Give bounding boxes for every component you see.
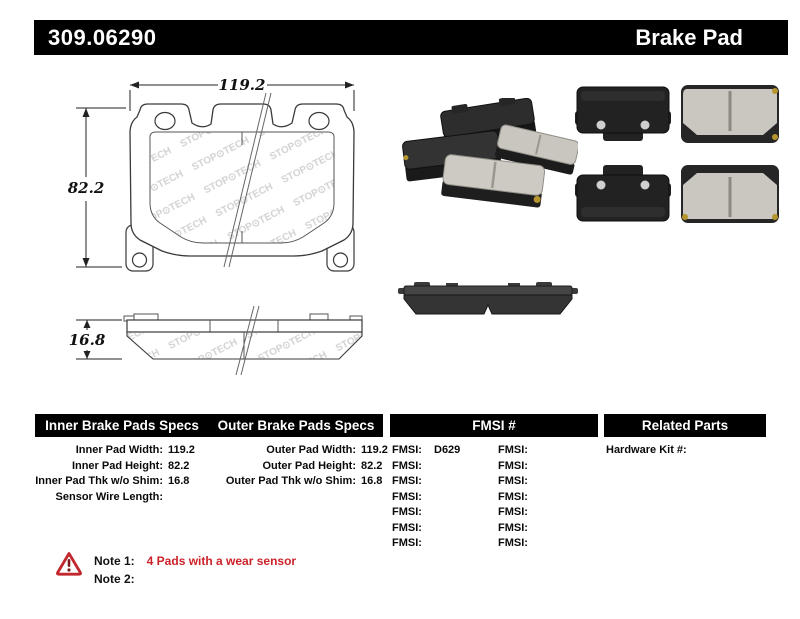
fmsi-label: FMSI: — [498, 475, 528, 487]
arrow-up-icon — [83, 108, 90, 117]
tab-hole-right — [334, 253, 348, 267]
note-2 — [94, 572, 147, 586]
outer-specs-title: Outer Brake Pads Specs — [217, 418, 375, 433]
arrow-right-icon — [345, 82, 354, 89]
related-parts-header-bar — [604, 414, 766, 437]
spec-value: 119.2 — [168, 444, 195, 456]
spec-label: Outer Pad Width: — [266, 444, 356, 456]
fmsi-row — [392, 521, 460, 537]
part-number: 309.06290 — [48, 24, 157, 50]
product-type-title: Brake Pad — [635, 24, 743, 50]
fmsi-label: FMSI: — [392, 444, 422, 456]
fmsi-label: FMSI: — [392, 459, 422, 472]
fmsi-label: FMSI: — [392, 506, 422, 518]
fmsi-row — [392, 459, 460, 475]
thickness-dimension-label: 16.8 — [68, 331, 106, 349]
spec-label: Outer Pad Thk w/o Shim: — [225, 475, 356, 487]
related-parts-title: Related Parts — [641, 418, 729, 433]
fmsi-row — [498, 536, 540, 552]
fmsi-label: FMSI: — [498, 490, 528, 503]
spec-row — [216, 459, 388, 475]
height-dimension-label: 82.2 — [67, 179, 105, 197]
side-view-drawing — [60, 300, 390, 380]
fmsi-label: FMSI: — [498, 537, 528, 549]
note-2-label: Note 2: — [94, 572, 135, 586]
fmsi-row — [498, 505, 540, 521]
spec-value: 119.2 — [361, 444, 388, 456]
fmsi-label: FMSI: — [392, 475, 422, 487]
spec-value: 82.2 — [361, 459, 383, 472]
arrow-down-icon — [83, 258, 90, 267]
inner-specs-title: Inner Brake Pads Specs — [45, 418, 199, 433]
spec-value: 16.8 — [361, 475, 383, 487]
fmsi-label: FMSI: — [392, 490, 422, 503]
fmsi-header-bar — [390, 414, 598, 437]
ear-hole-right — [309, 113, 329, 130]
fmsi-row — [498, 459, 540, 475]
fmsi-row — [498, 521, 540, 537]
outer-specs-table — [216, 443, 388, 490]
photo-pad-grid — [573, 83, 783, 238]
photo-pad-edge-view — [388, 278, 588, 323]
spec-row — [216, 474, 388, 490]
photo-grid-pad-back-bottom — [575, 165, 671, 221]
fmsi-row — [498, 474, 540, 490]
fmsi-label: FMSI: — [498, 444, 528, 456]
tab-hole-left — [133, 253, 147, 267]
spec-row — [35, 443, 195, 459]
photo-grid-pad-friction-top — [681, 85, 779, 143]
fmsi-row — [498, 490, 540, 506]
spec-label: Inner Pad Width: — [75, 444, 163, 456]
fmsi-row — [392, 505, 460, 521]
spec-value: 16.8 — [168, 475, 190, 487]
related-parts-table — [606, 443, 692, 459]
ear-hole-left — [155, 113, 175, 130]
spec-label: Inner Pad Height: — [71, 459, 163, 472]
fmsi-label: FMSI: — [498, 521, 528, 534]
spec-label: Inner Pad Thk w/o Shim: — [35, 475, 163, 487]
photo-edge-pad — [398, 282, 578, 314]
specs-header-bar — [35, 414, 383, 437]
spec-label: Sensor Wire Length: — [55, 490, 163, 503]
fmsi-label: FMSI: — [392, 521, 422, 534]
fmsi-label: FMSI: — [498, 459, 528, 472]
photo-grid-pad-friction-bottom — [681, 165, 779, 223]
note-1-text: 4 Pads with a wear sensor — [146, 554, 297, 568]
friction-surface — [150, 132, 334, 243]
fmsi-value: D629 — [434, 444, 461, 456]
fmsi-column-1 — [392, 443, 460, 552]
spec-row — [216, 443, 388, 459]
spec-label: Outer Pad Height: — [262, 459, 356, 472]
fmsi-row — [392, 474, 460, 490]
arrow-left-icon — [130, 82, 139, 89]
related-label: Hardware Kit #: — [606, 444, 687, 456]
fmsi-row — [392, 536, 460, 552]
fmsi-row — [392, 443, 460, 459]
fmsi-column-2 — [498, 443, 540, 552]
backing-plate-edge — [127, 320, 362, 332]
spec-value: 82.2 — [168, 459, 190, 472]
fmsi-row — [392, 490, 460, 506]
related-row — [606, 443, 692, 459]
note-1 — [94, 554, 296, 568]
front-view-drawing — [60, 75, 390, 305]
fmsi-row — [498, 443, 540, 459]
fmsi-label: FMSI: — [392, 537, 422, 549]
photo-pad-set-angled — [398, 98, 578, 208]
spec-row — [35, 459, 195, 475]
note-1-label: Note 1: — [94, 554, 135, 568]
fmsi-label: FMSI: — [498, 506, 528, 518]
width-dimension-label: 119.2 — [218, 76, 266, 94]
photo-grid-pad-back-top — [575, 87, 671, 141]
title-bar — [34, 20, 788, 55]
inner-specs-table — [35, 443, 195, 505]
warning-icon — [56, 551, 82, 576]
arrow-down-icon — [84, 351, 91, 359]
fmsi-title: FMSI # — [472, 418, 516, 433]
spec-row — [35, 490, 195, 506]
arrow-up-icon — [84, 320, 91, 328]
spec-row — [35, 474, 195, 490]
